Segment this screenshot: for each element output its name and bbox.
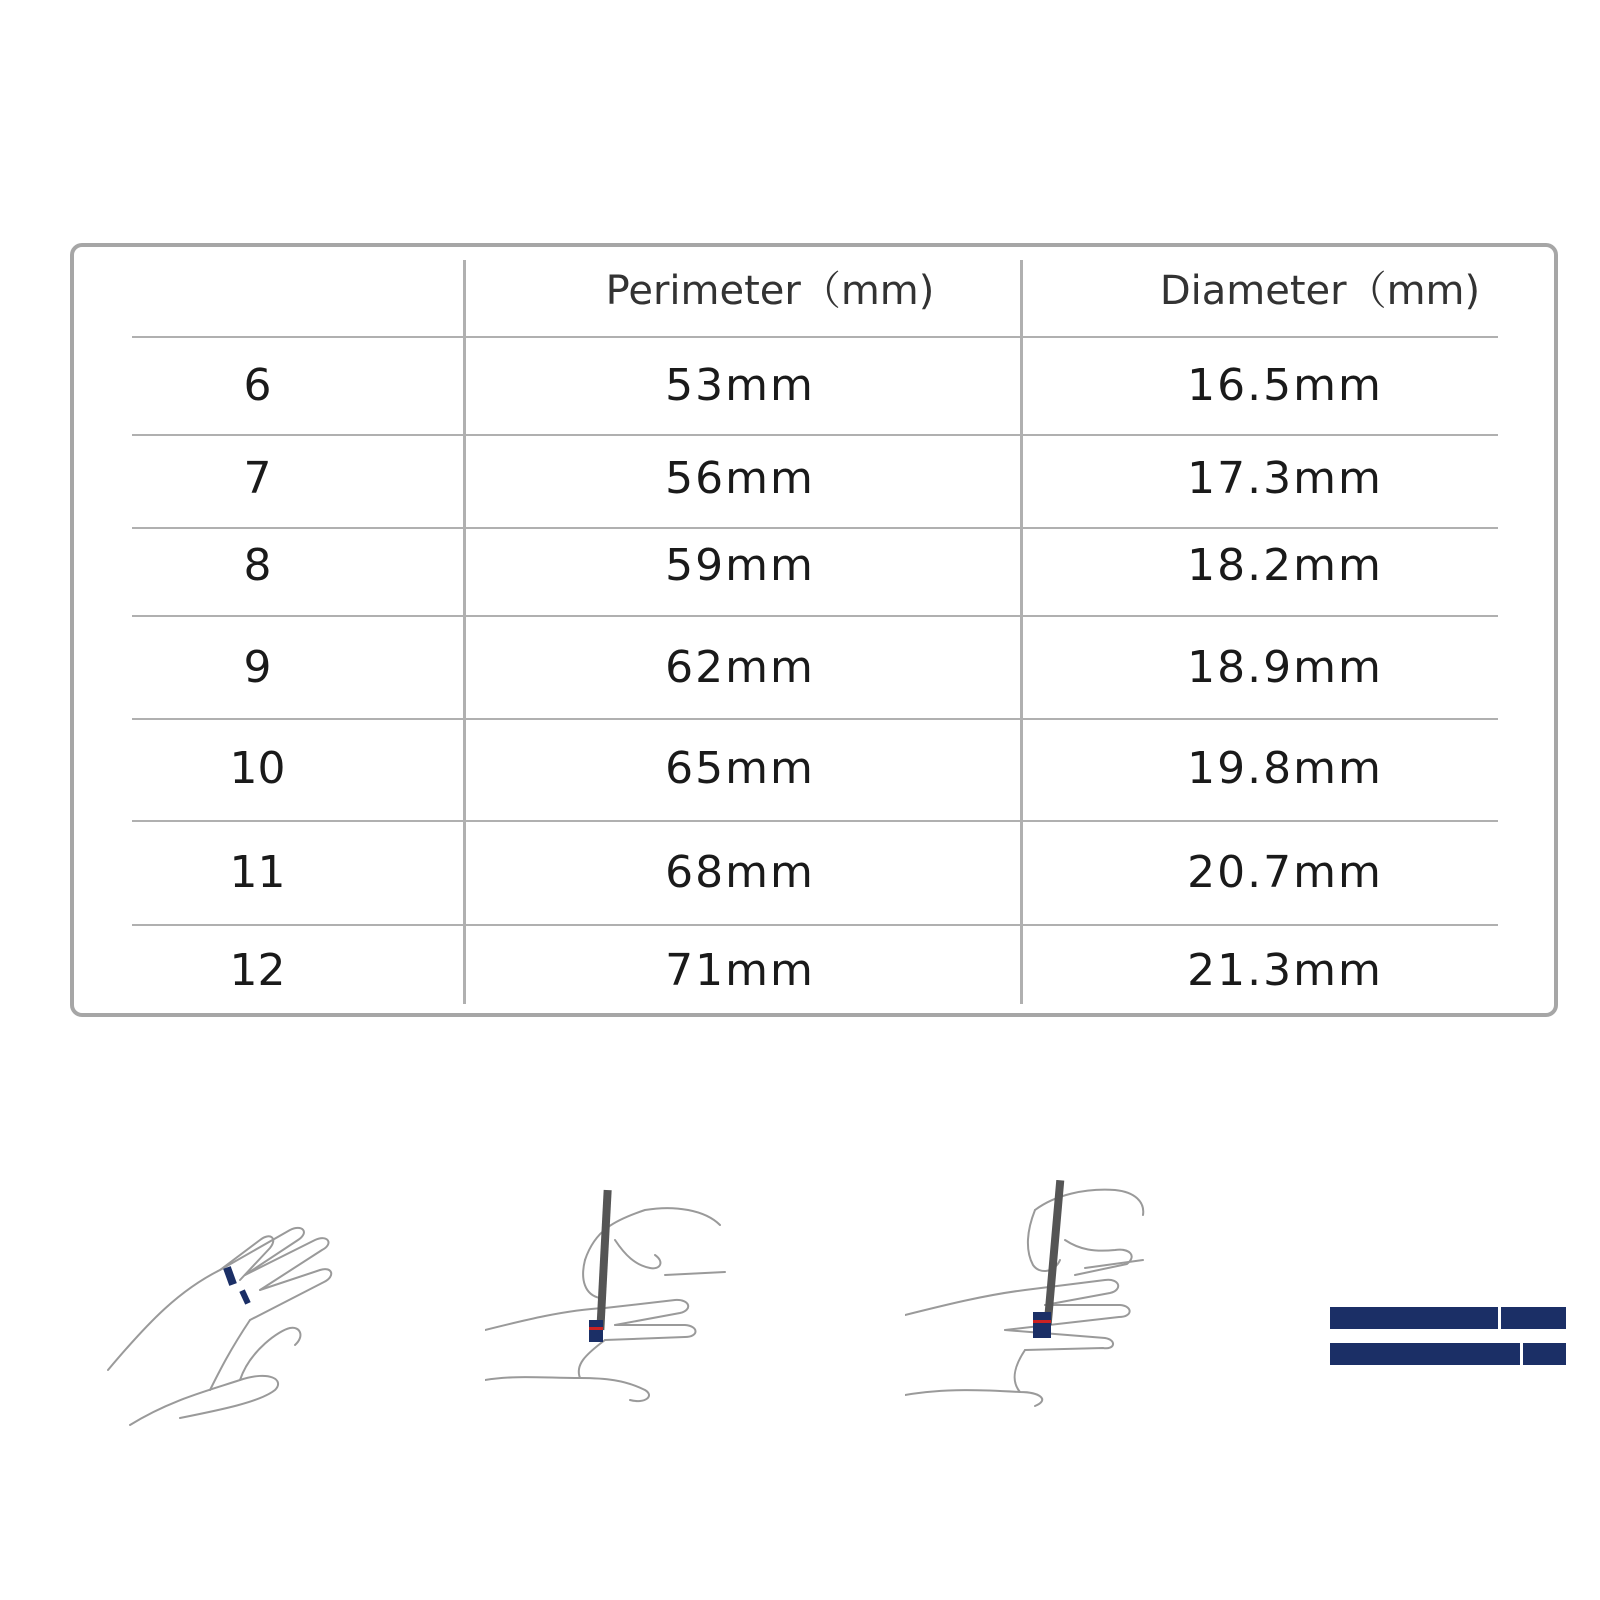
table-cell-size: 6: [243, 360, 272, 411]
table-cell-perimeter: 59mm: [665, 540, 815, 591]
table-cell-diameter: 16.5mm: [1187, 360, 1383, 411]
row-divider: [132, 924, 1498, 926]
table-cell-diameter: 17.3mm: [1187, 453, 1383, 504]
table-cell-perimeter: 68mm: [665, 847, 815, 898]
table-cell-size: 10: [229, 743, 286, 794]
table-cell-diameter: 20.7mm: [1187, 847, 1383, 898]
table-cell-diameter: 21.3mm: [1187, 945, 1383, 996]
table-cell-size: 11: [229, 847, 286, 898]
table-cell-diameter: 18.2mm: [1187, 540, 1383, 591]
table-cell-perimeter: 53mm: [665, 360, 815, 411]
row-divider: [132, 718, 1498, 720]
header-perimeter: Perimeter（mm): [605, 268, 935, 314]
header-diameter: Diameter（mm): [1159, 268, 1481, 314]
column-divider: [463, 260, 466, 1004]
column-divider: [1020, 260, 1023, 1004]
row-divider: [132, 615, 1498, 617]
table-cell-perimeter: 56mm: [665, 453, 815, 504]
table-cell-diameter: 18.9mm: [1187, 642, 1383, 693]
table-cell-diameter: 19.8mm: [1187, 743, 1383, 794]
row-divider: [132, 527, 1498, 529]
table-cell-perimeter: 71mm: [665, 945, 815, 996]
table-cell-perimeter: 62mm: [665, 642, 815, 693]
hand-tape-wrapped-icon: [100, 1180, 400, 1440]
table-cell-size: 12: [229, 945, 286, 996]
hand-pen-marking-icon: [485, 1180, 785, 1440]
table-cell-size: 9: [243, 642, 272, 693]
row-divider: [132, 336, 1498, 338]
hand-pen-marking-closeup-icon: [905, 1180, 1205, 1440]
table-cell-size: 7: [243, 453, 272, 504]
table-cell-size: 8: [243, 540, 272, 591]
row-divider: [132, 434, 1498, 436]
row-divider: [132, 820, 1498, 822]
measuring-tape-strip-icon: [1330, 1307, 1566, 1365]
table-cell-perimeter: 65mm: [665, 743, 815, 794]
